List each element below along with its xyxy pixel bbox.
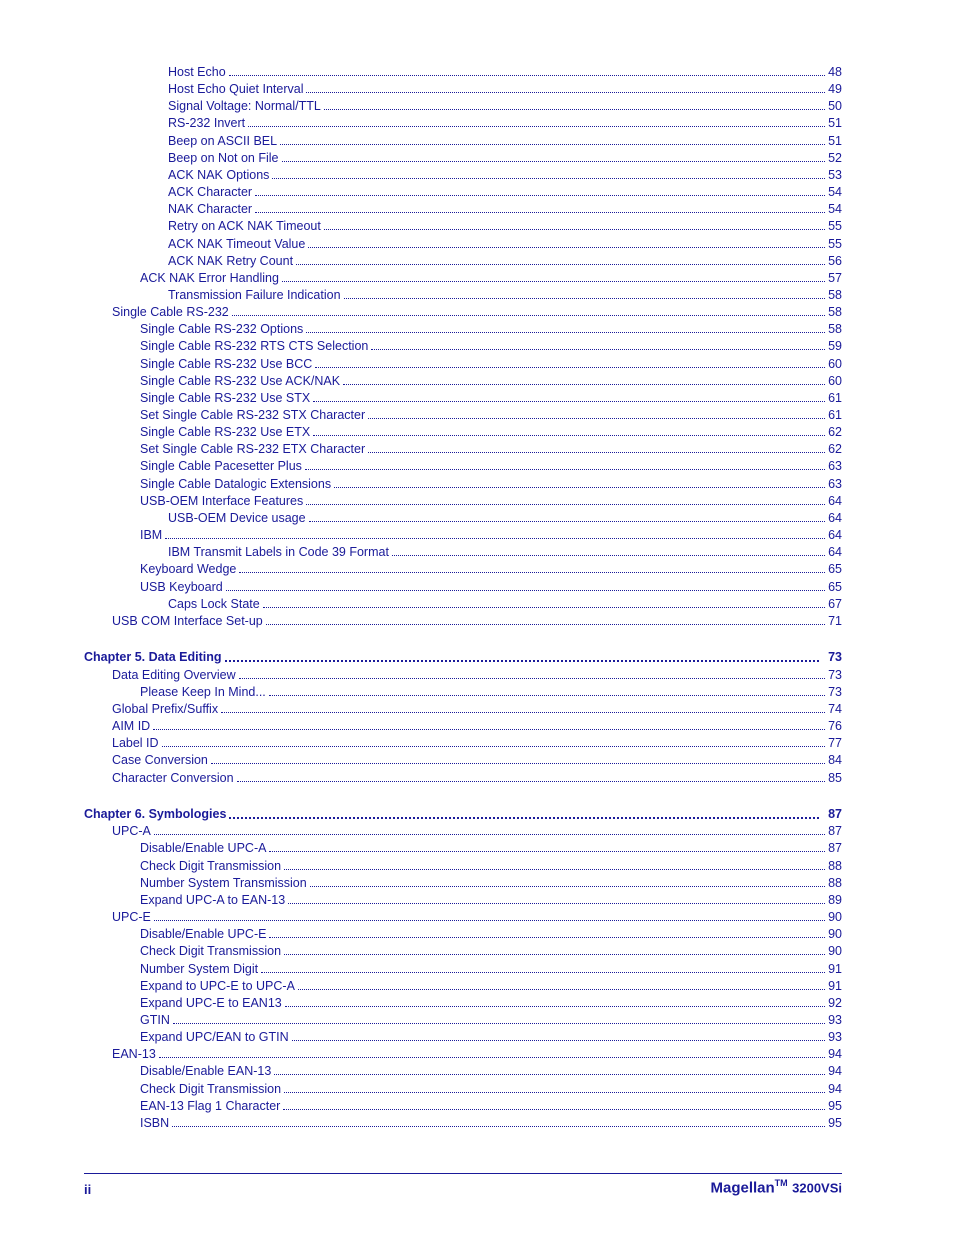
toc-leader-dots — [255, 201, 825, 213]
toc-leader-dots — [226, 579, 825, 591]
toc-entry-page: 58 — [828, 305, 842, 320]
toc-entry-label: Single Cable RS-232 Use STX — [140, 390, 311, 405]
toc-leader-dots — [261, 961, 825, 973]
toc-leader-dots — [162, 735, 826, 747]
toc-leader-dots — [172, 1115, 825, 1127]
toc-entry[interactable] — [140, 338, 842, 355]
toc-entry-page: 94 — [828, 1081, 842, 1096]
toc-leader-dots — [306, 81, 825, 93]
toc-entry[interactable] — [140, 1115, 842, 1132]
toc-entry-label: IBM — [140, 528, 163, 543]
toc-entry-page: 65 — [828, 579, 842, 594]
toc-entry-label: Data Editing Overview — [112, 667, 236, 682]
toc-entry-label: Beep on Not on File — [168, 150, 279, 165]
toc-entry-page: 60 — [828, 373, 842, 388]
footer-brand: Magellan — [710, 1179, 775, 1197]
toc-entry[interactable] — [112, 667, 842, 684]
toc-entry[interactable] — [168, 184, 842, 201]
toc-entry[interactable] — [140, 1012, 842, 1029]
toc-entry-page: 51 — [828, 116, 842, 131]
toc-entry-label: ACK NAK Options — [168, 167, 270, 182]
toc-entry-label: Expand UPC-E to EAN13 — [140, 995, 282, 1010]
toc-entry-label: IBM Transmit Labels in Code 39 Format — [168, 545, 389, 560]
toc-entry[interactable] — [140, 858, 842, 875]
toc-entry-label: Single Cable Datalogic Extensions — [140, 476, 332, 491]
toc-entry-page: 94 — [828, 1064, 842, 1079]
toc-entry[interactable] — [140, 424, 842, 441]
toc-entry[interactable] — [112, 735, 842, 752]
footer-product-name — [710, 1178, 842, 1197]
toc-entry[interactable] — [140, 493, 842, 510]
toc-entry-page: 64 — [828, 510, 842, 525]
toc-entry[interactable] — [140, 943, 842, 960]
toc-entry-label: USB Keyboard — [140, 579, 223, 594]
toc-entry[interactable] — [112, 304, 842, 321]
toc-entry-page: 95 — [828, 1115, 842, 1130]
toc-leader-dots — [305, 458, 825, 470]
toc-entry-label: Signal Voltage: Normal/TTL — [168, 99, 321, 114]
toc-entry[interactable] — [140, 1098, 842, 1115]
toc-entry-label: Single Cable RS-232 Use ETX — [140, 425, 311, 440]
toc-entry-page: 88 — [828, 875, 842, 890]
toc-entry-label: Expand UPC-A to EAN-13 — [140, 892, 286, 907]
toc-leader-dots — [154, 823, 825, 835]
toc-entry[interactable] — [168, 287, 842, 304]
toc-leader-dots — [159, 1046, 825, 1058]
toc-entry[interactable] — [140, 527, 842, 544]
toc-entry-label: EAN-13 — [112, 1047, 156, 1062]
toc-entry[interactable] — [140, 561, 842, 578]
toc-leader-dots — [296, 253, 825, 265]
toc-entry-label: Check Digit Transmission — [140, 1081, 282, 1096]
toc-entry-page: 67 — [828, 596, 842, 611]
toc-leader-dots — [284, 1081, 825, 1093]
toc-entry-label: RS-232 Invert — [168, 116, 246, 131]
toc-entry-page: 95 — [828, 1098, 842, 1113]
toc-leader-dots — [229, 64, 825, 76]
toc-entry-page: 50 — [828, 99, 842, 114]
toc-entry[interactable] — [168, 201, 842, 218]
toc-entry-label: Single Cable RS-232 Use BCC — [140, 356, 313, 371]
footer-rule — [84, 1173, 842, 1174]
toc-leader-dots — [313, 390, 825, 402]
toc-entry-label: Please Keep In Mind... — [140, 684, 266, 699]
toc-leader-dots — [308, 236, 825, 248]
toc-entry-label: NAK Character — [168, 202, 253, 217]
toc-entry-label: EAN-13 Flag 1 Character — [140, 1098, 281, 1113]
toc-leader-dots — [392, 544, 825, 556]
toc-entry-label: Global Prefix/Suffix — [112, 701, 219, 716]
toc-entry-label: Disable/Enable UPC-A — [140, 841, 267, 856]
toc-entry-label: ACK Character — [168, 185, 253, 200]
toc-entry-page: 90 — [828, 927, 842, 942]
toc-entry[interactable] — [112, 613, 842, 630]
toc-leader-dots — [263, 596, 825, 608]
toc-entry[interactable] — [168, 510, 842, 527]
toc-leader-dots — [368, 407, 825, 419]
toc-entry[interactable] — [112, 823, 842, 840]
toc-entry-page: 59 — [828, 339, 842, 354]
toc-entry-label: Chapter 5. Data Editing — [84, 650, 222, 665]
toc-entry-page: 62 — [828, 442, 842, 457]
toc-leader-dots — [285, 995, 825, 1007]
toc-leader-dots — [282, 150, 826, 162]
toc-leader-dots — [269, 684, 825, 696]
toc-entry-label: Expand to UPC-E to UPC-A — [140, 978, 295, 993]
toc-entry-page: 49 — [828, 82, 842, 97]
toc-entry-page: 64 — [828, 493, 842, 508]
toc-entry[interactable] — [140, 840, 842, 857]
toc-entry[interactable] — [140, 476, 842, 493]
toc-entry[interactable] — [112, 718, 842, 735]
toc-leader-dots — [232, 304, 825, 316]
toc-leader-dots — [306, 321, 825, 333]
toc-entry-page: 60 — [828, 356, 842, 371]
toc-entry[interactable] — [140, 978, 842, 995]
toc-entry-label: Disable/Enable UPC-E — [140, 927, 267, 942]
toc-entry-page: 56 — [828, 253, 842, 268]
toc-entry-page: 90 — [828, 910, 842, 925]
toc-entry-label: ACK NAK Retry Count — [168, 253, 294, 268]
toc-leader-dots — [239, 561, 825, 573]
toc-entry-page: 63 — [828, 476, 842, 491]
toc-entry[interactable] — [112, 770, 842, 787]
toc-entry-label: Number System Transmission — [140, 875, 307, 890]
toc-leader-dots — [368, 441, 825, 453]
toc-leader-dots — [310, 875, 825, 887]
toc-entry-page: 58 — [828, 322, 842, 337]
toc-leader-dots — [165, 527, 825, 539]
toc-entry-label: Check Digit Transmission — [140, 858, 282, 873]
toc-entry-label: UPC-E — [112, 910, 151, 925]
toc-entry-page: 54 — [828, 185, 842, 200]
toc-entry-label: Single Cable RS-232 Options — [140, 322, 304, 337]
toc-leader-dots — [255, 184, 825, 196]
toc-entry-label: Expand UPC/EAN to GTIN — [140, 1030, 289, 1045]
toc-leader-dots — [288, 892, 825, 904]
toc-entry[interactable] — [140, 875, 842, 892]
toc-entry-label: USB-OEM Interface Features — [140, 493, 304, 508]
toc-leader-dots — [283, 1098, 825, 1110]
toc-entry[interactable] — [140, 926, 842, 943]
toc-leader-dots — [237, 770, 826, 782]
toc-entry-label: Set Single Cable RS-232 ETX Character — [140, 442, 366, 457]
toc-entry-page: 73 — [828, 667, 842, 682]
toc-entry-page: 73 — [828, 650, 842, 665]
toc-leader-dots — [248, 115, 825, 127]
toc-entry-page: 73 — [828, 684, 842, 699]
toc-entry[interactable] — [140, 390, 842, 407]
toc-entry-label: Single Cable RS-232 RTS CTS Selection — [140, 339, 369, 354]
toc-leader-dots — [154, 909, 825, 921]
toc-leader-dots — [274, 1063, 825, 1075]
toc-entry[interactable] — [168, 218, 842, 235]
toc-entry-page: 85 — [828, 770, 842, 785]
toc-entry-label: Retry on ACK NAK Timeout — [168, 219, 321, 234]
toc-entry[interactable] — [168, 167, 842, 184]
toc-leader-dots — [324, 218, 825, 230]
toc-entry-page: 64 — [828, 545, 842, 560]
toc-entry-page: 53 — [828, 167, 842, 182]
toc-entry-page: 87 — [828, 824, 842, 839]
toc-leader-dots — [225, 649, 820, 662]
toc-leader-dots — [282, 270, 825, 282]
toc-entry[interactable] — [168, 64, 842, 81]
toc-entry-page: 87 — [828, 841, 842, 856]
toc-entry[interactable] — [168, 98, 842, 115]
toc-entry[interactable] — [168, 236, 842, 253]
toc-entry-label: Number System Digit — [140, 961, 259, 976]
toc-leader-dots — [292, 1029, 825, 1041]
toc-leader-dots — [344, 287, 826, 299]
toc-entry[interactable] — [140, 356, 842, 373]
toc-entry-label: UPC-A — [112, 824, 151, 839]
toc-entry[interactable] — [140, 995, 842, 1012]
toc-entry-label: Single Cable Pacesetter Plus — [140, 459, 302, 474]
toc-leader-dots — [324, 98, 825, 110]
toc-leader-dots — [306, 493, 825, 505]
toc-leader-dots — [229, 806, 819, 819]
toc-entry[interactable] — [168, 150, 842, 167]
toc-entry-page: 58 — [828, 287, 842, 302]
toc-entry-page: 93 — [828, 1012, 842, 1027]
toc-leader-dots — [284, 858, 825, 870]
toc-entry-page: 65 — [828, 562, 842, 577]
toc-entry[interactable] — [140, 961, 842, 978]
toc-leader-dots — [266, 613, 825, 625]
toc-entry-label: ACK NAK Error Handling — [140, 270, 279, 285]
toc-entry-page: 87 — [828, 807, 842, 822]
toc-entry[interactable] — [140, 321, 842, 338]
toc-entry-label: Beep on ASCII BEL — [168, 133, 278, 148]
toc-entry[interactable] — [140, 684, 842, 701]
toc-entry-page: 63 — [828, 459, 842, 474]
toc-entry-label: Keyboard Wedge — [140, 562, 237, 577]
toc-entry-page: 55 — [828, 219, 842, 234]
toc-entry[interactable] — [140, 1081, 842, 1098]
toc-entry-page: 61 — [828, 408, 842, 422]
toc-entry[interactable] — [140, 270, 842, 287]
toc-entry-page: 88 — [828, 858, 842, 873]
toc-entry-page: 62 — [828, 425, 842, 440]
toc-entry[interactable] — [168, 133, 842, 150]
toc-entry-page: 55 — [828, 236, 842, 251]
toc-leader-dots — [239, 667, 825, 679]
toc-entry-page: 71 — [828, 613, 842, 628]
toc-entry[interactable] — [168, 596, 842, 613]
toc-entry[interactable] — [140, 892, 842, 909]
toc-entry[interactable] — [140, 407, 842, 424]
toc-leader-dots — [315, 356, 825, 368]
toc-entry-label: Host Echo — [168, 65, 226, 79]
toc-entry-page: 61 — [828, 390, 842, 405]
toc-entry[interactable] — [168, 115, 842, 132]
toc-entry-page: 64 — [828, 528, 842, 543]
toc-entry-label: Label ID — [112, 736, 159, 751]
toc-leader-dots — [334, 476, 825, 488]
toc-entry-label: Case Conversion — [112, 753, 208, 768]
toc-entry[interactable] — [168, 253, 842, 270]
toc-entry[interactable] — [112, 1046, 842, 1063]
toc-entry-page: 54 — [828, 202, 842, 217]
toc-leader-dots — [211, 752, 825, 764]
toc-leader-dots — [343, 373, 825, 385]
toc-leader-dots — [269, 840, 825, 852]
toc-leader-dots — [272, 167, 825, 179]
toc-leader-dots — [284, 943, 825, 955]
toc-entry-page: 91 — [828, 978, 842, 993]
toc-entry-label: Character Conversion — [112, 770, 234, 785]
toc-entry[interactable] — [168, 544, 842, 561]
toc-entry[interactable] — [140, 441, 842, 458]
toc-entry-page: 51 — [828, 133, 842, 148]
toc-entry-page: 74 — [828, 701, 842, 716]
toc-entry[interactable] — [140, 579, 842, 596]
toc-entry[interactable] — [112, 909, 842, 926]
toc-entry-page: 84 — [828, 753, 842, 768]
footer-page-number: ii — [84, 1182, 92, 1197]
toc-entry-page: 52 — [828, 150, 842, 165]
toc-entry-page: 48 — [828, 65, 842, 79]
toc-entry-label: ACK NAK Timeout Value — [168, 236, 306, 251]
toc-entry-page: 92 — [828, 995, 842, 1010]
toc-entry-page: 57 — [828, 270, 842, 285]
toc-entry-page: 91 — [828, 961, 842, 976]
toc-entry[interactable] — [112, 701, 842, 718]
toc-entry-page: 94 — [828, 1047, 842, 1062]
toc-entry-page: 89 — [828, 892, 842, 907]
toc-entry-label: AIM ID — [112, 719, 151, 734]
toc-leader-dots — [153, 718, 825, 730]
toc-leader-dots — [173, 1012, 825, 1024]
toc-entry[interactable] — [140, 1063, 842, 1080]
toc-entry-label: Set Single Cable RS-232 STX Character — [140, 408, 366, 422]
toc-leader-dots — [371, 338, 825, 350]
toc-entry-label: USB-OEM Device usage — [168, 510, 306, 525]
footer-trademark: TM — [774, 1178, 788, 1188]
toc-leader-dots — [309, 510, 826, 522]
toc-leader-dots — [221, 701, 825, 713]
toc-entry-label: Host Echo Quiet Interval — [168, 82, 304, 97]
toc-leader-dots — [313, 424, 825, 436]
toc-chapter-entry[interactable] — [84, 649, 842, 666]
toc-entry-label: Disable/Enable EAN-13 — [140, 1064, 272, 1079]
toc-entry[interactable] — [168, 81, 842, 98]
toc-entry-page: 76 — [828, 719, 842, 734]
toc-leader-dots — [269, 926, 825, 938]
toc-entry-label: Transmission Failure Indication — [168, 287, 341, 302]
toc-entry-label: USB COM Interface Set-up — [112, 613, 263, 628]
toc-entry-page: 93 — [828, 1030, 842, 1045]
toc-entry-label: Single Cable RS-232 Use ACK/NAK — [140, 373, 341, 388]
toc-chapter-entry[interactable] — [84, 806, 842, 823]
toc-leader-dots — [298, 978, 825, 990]
toc-leader-dots — [280, 133, 825, 145]
toc-entry[interactable] — [140, 1029, 842, 1046]
toc-entry[interactable] — [140, 458, 842, 475]
toc-entry-label: Chapter 6. Symbologies — [84, 807, 227, 822]
toc-entry[interactable] — [140, 373, 842, 390]
toc-entry-label: Caps Lock State — [168, 596, 260, 611]
toc-entry-label: ISBN — [140, 1115, 170, 1130]
toc-entry-label: GTIN — [140, 1012, 170, 1027]
footer-model: 3200VSi — [792, 1180, 842, 1196]
toc-entry[interactable] — [112, 752, 842, 769]
toc-entry-label: Check Digit Transmission — [140, 944, 282, 959]
toc-entry-page: 90 — [828, 944, 842, 959]
toc-entry-label: Single Cable RS-232 — [112, 305, 229, 320]
toc-entry-page: 77 — [828, 736, 842, 751]
